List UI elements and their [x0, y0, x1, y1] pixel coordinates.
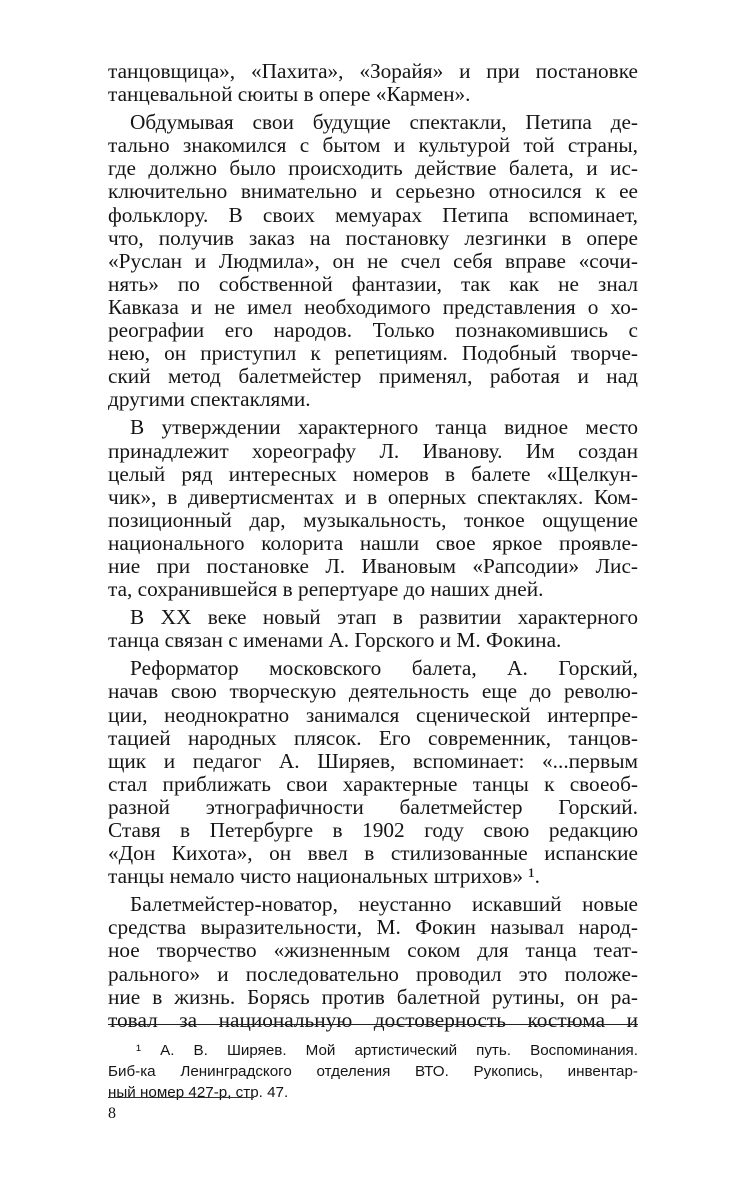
text-line: танцы немало чисто национальных штрихов» ¹. — [108, 864, 541, 889]
text-line: Обдумывая свои будущие спектакли, Петипа де- — [130, 110, 638, 135]
page-number-divider — [108, 1097, 254, 1098]
text-line: начав свою творческую деятельность еще до револю- — [108, 679, 638, 704]
text-line: ключительно внимательно и серьезно относился к ее — [108, 179, 638, 204]
text-line: В утверждении характерного танца видное место — [130, 415, 638, 440]
text-line: принадлежит хореографу Л. Иванову. Им создан — [108, 438, 638, 463]
text-line: Ставя в Петербурге в 1902 году свою редакцию — [108, 818, 638, 842]
text-line: ние при постановке Л. Ивановым «Рапсодии» Лис- — [108, 553, 638, 578]
text-line: танцевальной сюиты в опере «Кармен». — [108, 82, 471, 107]
text-line: что, получив заказ на постановку лезгинки в опере — [108, 225, 638, 250]
text-line: ние в жизнь. Борясь против балетной рутины, он ра- — [108, 984, 638, 1009]
paragraph-3 — [108, 416, 638, 601]
text-line: средства выразительности, М. Фокин называл народ- — [108, 915, 638, 940]
text-line: «Дон Кихота», он ввел в стилизованные испанские — [108, 841, 638, 866]
text-line: национального колорита нашли свое яркое проявле- — [108, 530, 638, 555]
text-line: товал за национальную достоверность костюма и — [108, 1007, 638, 1032]
text-line: Реформатор московского балета, А. Горский, — [130, 656, 638, 681]
footnote — [108, 1040, 638, 1103]
paragraph-1 — [108, 60, 638, 106]
text-line: где должно было происходить действие балета, и ис- — [108, 156, 638, 181]
main-text — [108, 60, 638, 1032]
text-line: фольклору. В своих мемуарах Петипа вспоминает, — [108, 202, 638, 227]
paragraph-5 — [108, 657, 638, 888]
footnote-line: ный номер 427-р, стр. 47. — [108, 1084, 289, 1101]
text-line: реографии его народов. Только познакомившись с — [108, 318, 638, 343]
paragraph-4 — [108, 606, 638, 652]
text-line: стал приближать свои характерные танцы к своеоб- — [108, 771, 638, 796]
text-line: В XX веке новый этап в развитии характерного — [130, 605, 638, 630]
text-line: ное творчество «жизненным соком для танца теат- — [108, 938, 638, 963]
paragraph-6 — [108, 893, 638, 1032]
text-line: целый ряд интересных номеров в балете «Щелкун- — [108, 461, 638, 486]
text-line: тацией народных плясок. Его современник, танцов- — [108, 725, 638, 750]
footnote-divider — [108, 1024, 638, 1025]
text-line: щик и педагог А. Ширяев, вспоминает: «...первым — [108, 748, 638, 773]
text-line: танцовщица», «Пахита», «Зорайя» и при постановке — [108, 59, 638, 83]
text-line: разной этнографичности балетмейстер Горский. — [108, 794, 638, 819]
text-line: Кавказа и не имел необходимого представления о хо- — [108, 294, 638, 319]
text-line: ции, неоднократно занимался сценической интерпре- — [108, 702, 638, 727]
text-line: позиционный дар, музыкальность, тонкое ощущение — [108, 507, 638, 532]
footnote-line: Биб-ка Ленинградского отделения ВТО. Рукопись, инвентар- — [108, 1063, 638, 1080]
text-line: ский метод балетмейстер применял, работая и над — [108, 364, 638, 389]
text-line: «Руслан и Людмила», он не счел себя вправе «сочи- — [108, 248, 638, 273]
text-line: тально знакомился с бытом и культурой той страны, — [108, 133, 638, 158]
text-line: нею, он приступил к репетициям. Подобный творче- — [108, 341, 638, 366]
text-line: нять» по собственной фантазии, так как не знал — [108, 271, 638, 296]
text-line: рального» и последовательно проводил это положе- — [108, 961, 638, 986]
text-line: другими спектаклями. — [108, 387, 311, 412]
text-line: Балетмейстер-новатор, неустанно искавший новые — [130, 892, 638, 917]
text-line: чик», в дивертисментах и в оперных спектаклях. Ком- — [108, 484, 638, 509]
page-number: 8 — [108, 1105, 116, 1122]
paragraph-2 — [108, 111, 638, 411]
footnote-line: ¹ А. В. Ширяев. Мой артистический путь. Воспоминания. — [136, 1042, 638, 1059]
text-line: танца связан с именами А. Горского и М. Фокина. — [108, 628, 562, 653]
text-line: та, сохранившейся в репертуаре до наших дней. — [108, 577, 544, 602]
